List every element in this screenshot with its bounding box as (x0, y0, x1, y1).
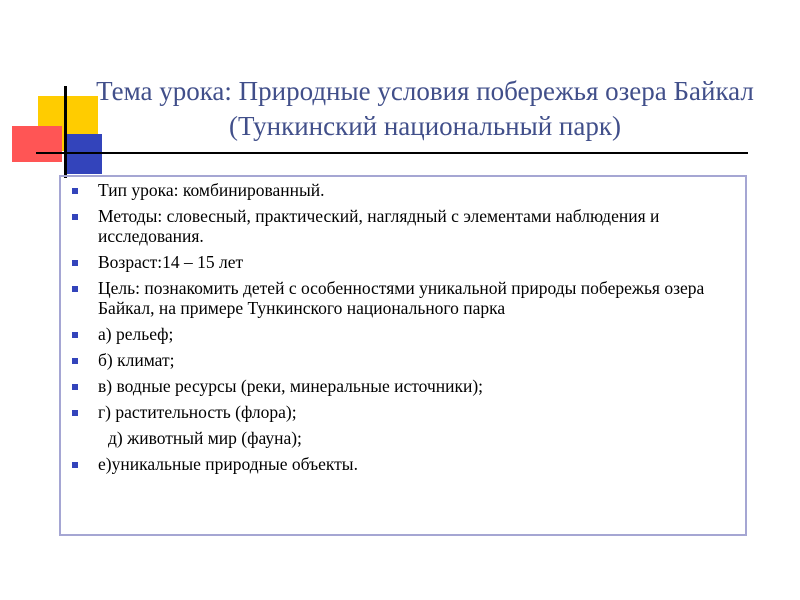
list-item (72, 454, 732, 474)
list-item (72, 376, 732, 396)
list-item-text: Цель: познакомить детей с особенностями уникальной природы побережья озера Байкал, на примере Тункинского национального парка (98, 278, 705, 318)
decor-red-square (12, 126, 62, 162)
list-item-text: в) водные ресурсы (реки, минеральные источники); (98, 376, 484, 396)
decor-horizontal-line (36, 152, 748, 154)
bullet-list (72, 180, 732, 480)
square-bullet-icon (72, 188, 78, 194)
list-item-text: Тип урока: комбинированный. (98, 180, 325, 200)
list-item-text: Методы: словесный, практический, наглядный с элементами наблюдения и исследования. (98, 206, 660, 246)
list-item (72, 324, 732, 344)
square-bullet-icon (72, 410, 78, 416)
square-bullet-icon (72, 214, 78, 220)
square-bullet-icon (72, 332, 78, 338)
square-bullet-icon (72, 462, 78, 468)
list-item-text: а) рельеф; (98, 324, 174, 344)
list-item (72, 278, 732, 318)
list-item (72, 252, 732, 272)
square-bullet-icon (72, 286, 78, 292)
list-item-text: е)уникальные природные объекты. (98, 454, 358, 474)
list-item (72, 350, 732, 370)
square-bullet-icon (72, 384, 78, 390)
list-item (72, 206, 732, 246)
list-item (72, 180, 732, 200)
square-bullet-icon (72, 358, 78, 364)
decor-vertical-line (64, 86, 67, 178)
list-item (72, 428, 732, 448)
list-item-text: б) климат; (98, 350, 175, 370)
slide-title: Тема урока: Природные условия побережья озера Байкал (Тункинский национальный парк) (96, 76, 754, 141)
list-item-text: Возраст:14 – 15 лет (98, 252, 244, 272)
list-item (72, 402, 732, 422)
square-bullet-icon (72, 260, 78, 266)
list-item-text: г) растительность (флора); (98, 402, 297, 422)
list-item-text: д) животный мир (фауна); (108, 428, 302, 448)
